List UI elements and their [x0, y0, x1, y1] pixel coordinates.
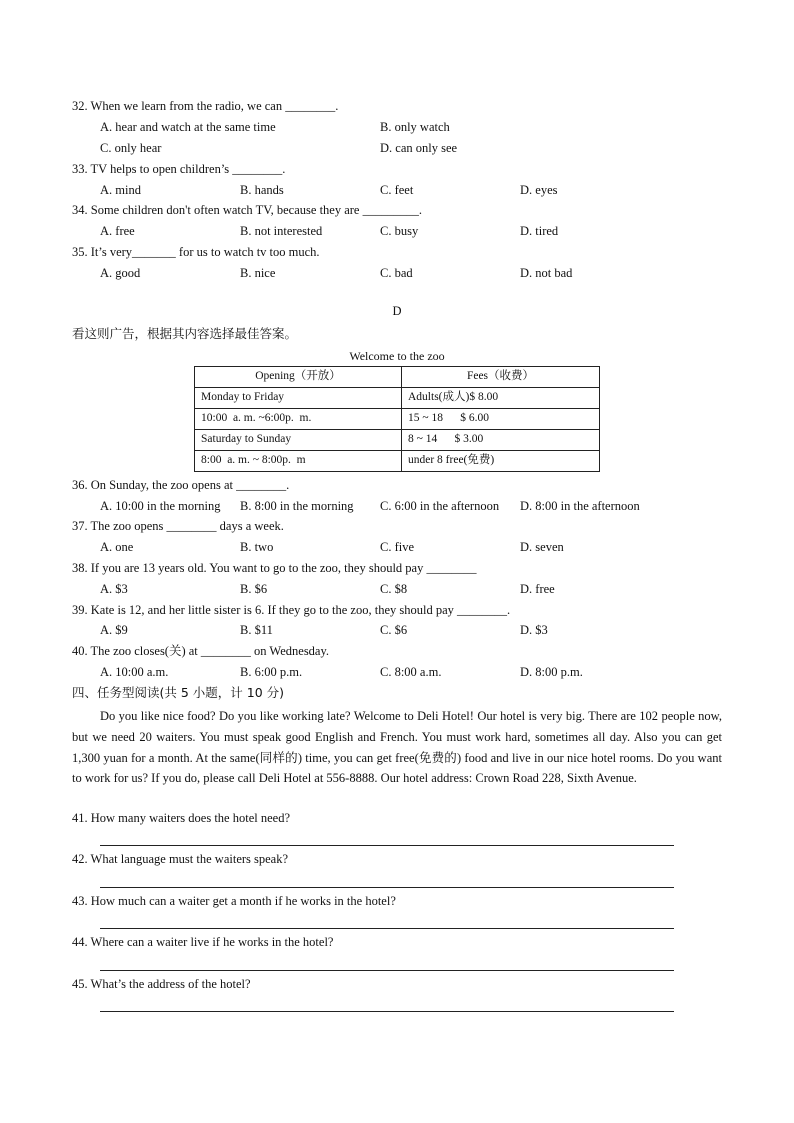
option-39a: A. $9	[100, 623, 128, 637]
option-38a: A. $3	[100, 582, 128, 596]
option-40c: C. 8:00 a.m.	[380, 665, 442, 679]
question-40: 40. The zoo closes(关) at ________ on Wednesday.	[72, 644, 330, 658]
option-33b: B. hands	[240, 183, 284, 197]
table-row	[195, 409, 600, 430]
table-header-opening: Opening（开放）	[195, 367, 402, 388]
table-cell: 15 ~ 18 $ 6.00	[402, 409, 600, 430]
question-36: 36. On Sunday, the zoo opens at ________.	[72, 478, 290, 492]
option-38b: B. $6	[240, 582, 268, 596]
answer-line-43[interactable]	[100, 928, 674, 929]
table-cell: 10:00 a. m. ~6:00p. m.	[195, 409, 402, 430]
option-40b: B. 6:00 p.m.	[240, 665, 303, 679]
question-37: 37. The zoo opens ________ days a week.	[72, 519, 284, 533]
option-35a: A. good	[100, 266, 141, 280]
table-row	[195, 451, 600, 472]
option-36c: C. 6:00 in the afternoon	[380, 499, 500, 513]
option-33c: C. feet	[380, 183, 414, 197]
option-33a: A. mind	[100, 183, 141, 197]
answer-line-42[interactable]	[100, 887, 674, 888]
question-34: 34. Some children don't often watch TV, because they are _________.	[72, 203, 422, 217]
option-37c: C. five	[380, 540, 415, 554]
question-39: 39. Kate is 12, and her little sister is 6. If they go to the zoo, they should pay ________.	[72, 603, 511, 617]
table-row	[195, 388, 600, 409]
option-35c: C. bad	[380, 266, 413, 280]
question-32: 32. When we learn from the radio, we can ________.	[72, 99, 339, 113]
section-letter: D	[392, 304, 402, 318]
section-instruction: 看这则广告，根据其内容选择最佳答案。	[72, 326, 298, 341]
answer-line-41[interactable]	[100, 845, 674, 846]
table-cell: 8 ~ 14 $ 3.00	[402, 430, 600, 451]
option-37a: A. one	[100, 540, 134, 554]
question-45: 45. What’s the address of the hotel?	[72, 977, 251, 991]
table-cell: Adults(成人)$ 8.00	[402, 388, 600, 409]
option-36b: B. 8:00 in the morning	[240, 499, 354, 513]
question-33: 33. TV helps to open children’s ________.	[72, 162, 286, 176]
option-32b: B. only watch	[380, 120, 450, 134]
option-36a: A. 10:00 in the morning	[100, 499, 221, 513]
option-34b: B. not interested	[240, 224, 323, 238]
table-row	[195, 430, 600, 451]
zoo-fees-table	[194, 366, 600, 472]
option-33d: D. eyes	[520, 183, 558, 197]
answer-line-45[interactable]	[100, 1011, 674, 1012]
question-43: 43. How much can a waiter get a month if he works in the hotel?	[72, 894, 396, 908]
section-heading: 四、任务型阅读(共 5 小题，计 10 分)	[72, 685, 285, 700]
question-41: 41. How many waiters does the hotel need?	[72, 811, 290, 825]
option-35b: B. nice	[240, 266, 276, 280]
table-cell: 8:00 a. m. ~ 8:00p. m	[195, 451, 402, 472]
question-38: 38. If you are 13 years old. You want to go to the zoo, they should pay ________	[72, 561, 477, 575]
question-35: 35. It’s very_______ for us to watch tv too much.	[72, 245, 320, 259]
option-37d: D. seven	[520, 540, 564, 554]
option-34a: A. free	[100, 224, 135, 238]
table-header-row	[195, 367, 600, 388]
option-34d: D. tired	[520, 224, 559, 238]
answer-line-44[interactable]	[100, 970, 674, 971]
table-cell: Monday to Friday	[195, 388, 402, 409]
option-34c: C. busy	[380, 224, 419, 238]
table-cell: under 8 free(免费)	[402, 451, 600, 472]
option-39c: C. $6	[380, 623, 408, 637]
question-42: 42. What language must the waiters speak?	[72, 852, 289, 866]
option-39d: D. $3	[520, 623, 548, 637]
option-32a: A. hear and watch at the same time	[100, 120, 276, 134]
reading-passage: Do you like nice food? Do you like working late? Welcome to Deli Hotel! Our hotel is very big. There are 102 people now, but we need 20 waiters. You must speak good English and French. You must work hard, sometimes all day. Also you can get 1,300 yuan for a month. At the same(同样的) time, you can get free(免费的) food and live in our nice hotel rooms. Do you want to work for us? If you do, please call Deli Hotel at 556-8888. Our hotel address: Crown Road 228, Sixth Avenue.	[72, 709, 722, 786]
table-cell: Saturday to Sunday	[195, 430, 402, 451]
option-32c: C. only hear	[100, 141, 162, 155]
table-header-fees: Fees（收费）	[402, 367, 600, 388]
table-title: Welcome to the zoo	[349, 349, 445, 363]
option-37b: B. two	[240, 540, 274, 554]
option-35d: D. not bad	[520, 266, 573, 280]
question-44: 44. Where can a waiter live if he works in the hotel?	[72, 935, 334, 949]
option-39b: B. $11	[240, 623, 273, 637]
option-38d: D. free	[520, 582, 555, 596]
option-40d: D. 8:00 p.m.	[520, 665, 583, 679]
option-38c: C. $8	[380, 582, 408, 596]
option-40a: A. 10:00 a.m.	[100, 665, 169, 679]
option-32d: D. can only see	[380, 141, 458, 155]
option-36d: D. 8:00 in the afternoon	[520, 499, 640, 513]
